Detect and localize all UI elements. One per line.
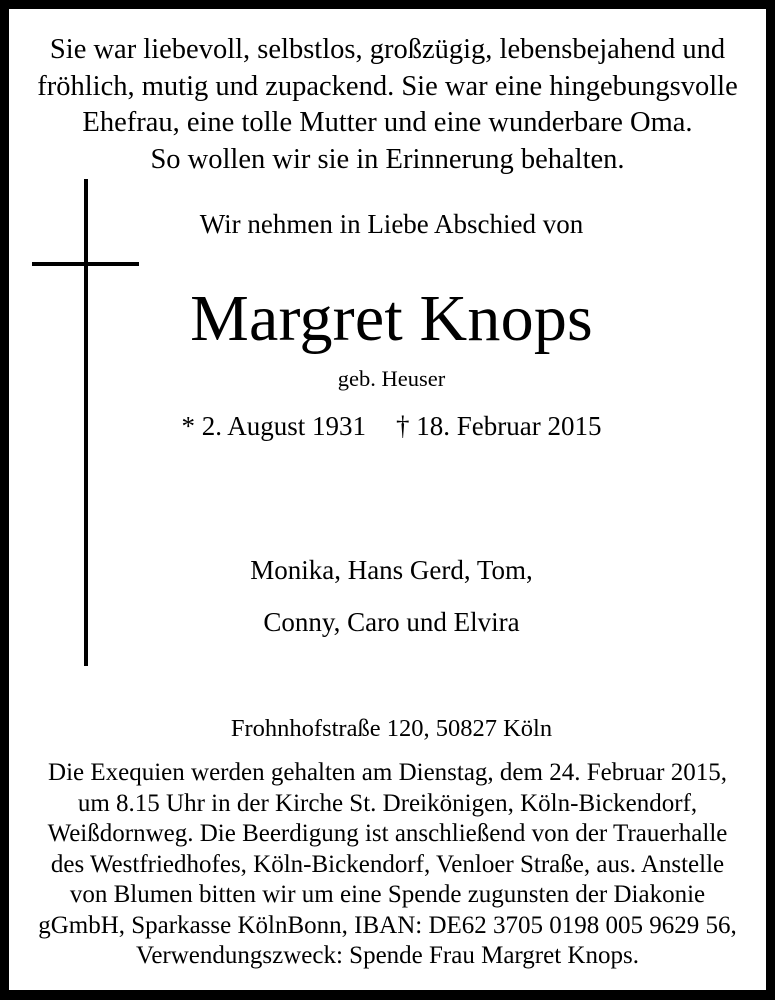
intro-line: Sie war liebevoll, selbstlos, großzügig, lebensbejahend und bbox=[49, 34, 726, 65]
intro-paragraph bbox=[9, 32, 766, 178]
family-line: Conny, Caro und Elvira bbox=[263, 607, 520, 637]
funeral-details bbox=[9, 758, 766, 972]
intro-line: Ehefrau, eine tolle Mutter und eine wunderbare Oma. bbox=[82, 107, 693, 138]
farewell-text: Wir nehmen in Liebe Abschied von bbox=[199, 209, 584, 239]
details-line: von Blumen bitten wir um eine Spende zugunsten der Diakonie bbox=[69, 881, 706, 908]
details-line: gGmbH, Sparkasse KölnBonn, IBAN: DE62 3705 0198 005 9629 56, bbox=[38, 911, 737, 939]
birth-date: * 2. August 1931 bbox=[181, 411, 367, 441]
details-line: um 8.15 Uhr in der Kirche St. Dreikönigen, Köln-Bickendorf, bbox=[77, 789, 698, 817]
details-line: des Westfriedhofes, Köln-Bickendorf, Venloer Straße, aus. Anstelle bbox=[50, 850, 725, 878]
obituary-notice bbox=[9, 9, 766, 990]
maiden-name: geb. Heuser bbox=[337, 366, 446, 391]
death-date: † 18. Februar 2015 bbox=[396, 411, 602, 441]
address: Frohnhofstraße 120, 50827 Köln bbox=[230, 715, 553, 742]
life-dates bbox=[9, 411, 770, 442]
intro-line: So wollen wir sie in Erinnerung behalten. bbox=[150, 143, 625, 175]
family-line: Monika, Hans Gerd, Tom, bbox=[250, 555, 533, 585]
family-names bbox=[9, 544, 770, 648]
deceased-name: Margret Knops bbox=[190, 282, 593, 355]
details-line: Weißdornweg. Die Beerdigung ist anschließend von der Trauerhalle bbox=[47, 820, 728, 847]
details-line: Die Exequien werden gehalten am Dienstag, dem 24. Februar 2015, bbox=[48, 759, 727, 786]
cross-horizontal-bar bbox=[32, 262, 139, 266]
intro-line: fröhlich, mutig und zupackend. Sie war eine hingebungsvolle bbox=[37, 70, 738, 102]
details-line: Verwendungszweck: Spende Frau Margret Knops. bbox=[136, 942, 639, 969]
